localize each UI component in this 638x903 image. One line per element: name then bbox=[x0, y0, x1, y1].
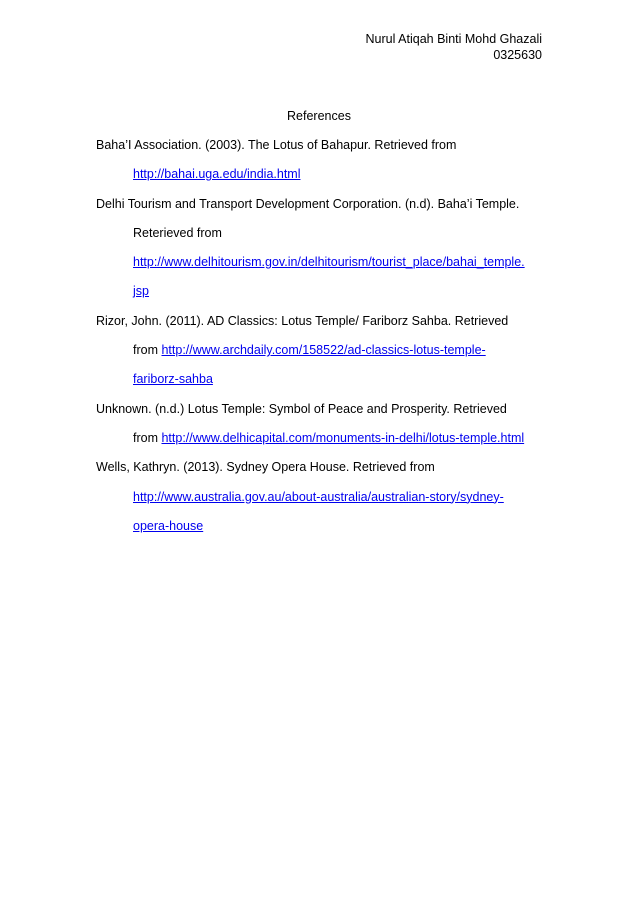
reference-4-prefix: from bbox=[133, 430, 162, 445]
reference-5-link[interactable]: http://www.australia.gov.au/about-australia/australian-story/sydney- bbox=[133, 489, 504, 504]
reference-5-link-continued[interactable]: opera-house bbox=[133, 518, 204, 533]
reference-3-link-continued[interactable]: fariborz-sahba bbox=[133, 372, 213, 387]
reference-4-citation: Unknown. (n.d.) Lotus Temple: Symbol of Peace and Prosperity. Retrieved bbox=[96, 401, 507, 416]
author-name: Nurul Atiqah Binti Mohd Ghazali bbox=[365, 32, 542, 46]
reference-5-citation: Wells, Kathryn. (2013). Sydney Opera House. Retrieved from bbox=[96, 460, 435, 475]
reference-1-url-line bbox=[96, 166, 556, 195]
reference-2-url-line-2 bbox=[96, 283, 556, 312]
reference-4-link[interactable]: http://www.delhicapital.com/monuments-in-delhi/lotus-temple.html bbox=[161, 430, 525, 445]
reference-1-citation: Baha’I Association. (2003). The Lotus of Bahapur. Retrieved from bbox=[96, 138, 457, 152]
reference-3-link[interactable]: http://www.archdaily.com/158522/ad-classics-lotus-temple- bbox=[161, 343, 486, 358]
reference-2-url-line bbox=[96, 254, 556, 283]
reference-2-citation: Delhi Tourism and Transport Development Corporation. (n.d). Baha’i Temple. bbox=[96, 196, 520, 211]
reference-3-url-line-2 bbox=[96, 371, 556, 400]
reference-2-link[interactable]: http://www.delhitourism.gov.in/delhitourism/tourist_place/bahai_temple. bbox=[133, 255, 525, 270]
reference-4-url-line bbox=[96, 430, 556, 459]
page-header bbox=[366, 31, 542, 63]
reference-1-link[interactable]: http://bahai.uga.edu/india.html bbox=[133, 167, 301, 182]
references-list bbox=[96, 137, 556, 547]
reference-3-prefix: from bbox=[133, 343, 162, 358]
student-id: 0325630 bbox=[493, 48, 542, 62]
reference-3-citation: Rizor, John. (2011). AD Classics: Lotus Temple/ Fariborz Sahba. Retrieved bbox=[96, 313, 509, 328]
reference-5-url-line bbox=[96, 489, 556, 518]
page-title: References bbox=[287, 109, 351, 123]
reference-3-url-line bbox=[96, 342, 556, 371]
reference-2-retrieved: Reterieved from bbox=[133, 225, 222, 240]
reference-2-link-continued[interactable]: jsp bbox=[133, 284, 149, 299]
reference-5-url-line-2 bbox=[96, 518, 556, 547]
